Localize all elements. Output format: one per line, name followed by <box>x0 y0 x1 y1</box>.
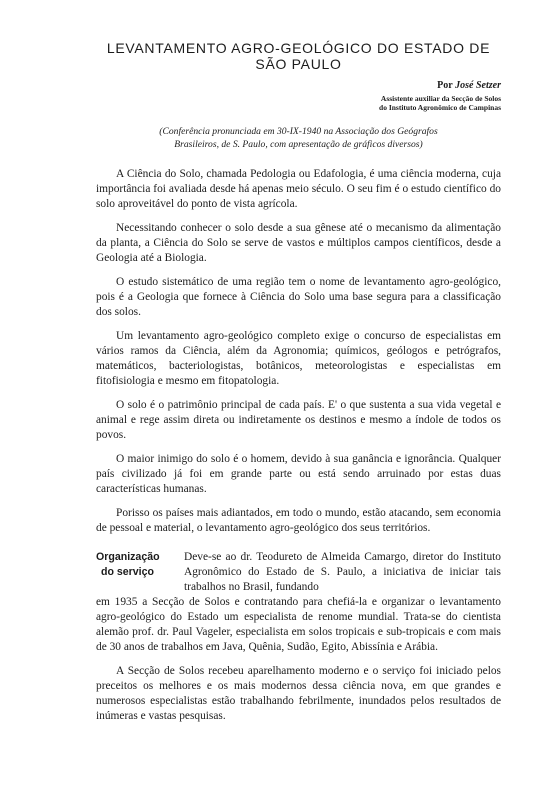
section-organizacao <box>96 550 501 655</box>
body-paragraph: A Ciência do Solo, chamada Pedologia ou Edafologia, é uma ciência moderna, cuja importância foi avaliada desde há apenas meio século. O seu fim é o estudo científico do solo aproveitável do ponto de vista agrícola. <box>96 168 501 210</box>
side-heading-line-2: do serviço <box>101 566 154 578</box>
body-paragraph: Porisso os países mais adiantados, em todo o mundo, estão atacando, sem economia de pessoal e material, o levantamento agro-geológico dos seus territórios. <box>96 507 501 534</box>
body-paragraph: Necessitando conhecer o solo desde a sua gênese até o mecanismo da alimentação da planta, a Ciência do Solo se serve de vastos e múltiplos campos científicos, desde a Geologia até a Biologia. <box>96 222 501 264</box>
section-indented-text: Deve-se ao dr. Teodureto de Almeida Camargo, diretor do Instituto Agronômico do Estado de S. Paulo, a iniciativa de iniciar tais trabalhos no Brasil, fundando <box>184 551 501 593</box>
conference-note <box>96 126 501 151</box>
author-byline <box>96 80 501 92</box>
article-title <box>96 40 501 72</box>
final-paragraph: A Secção de Solos recebeu aparelhamento moderno e o serviço foi iniciado pelos preceitos os melhores e os mais modernos dessa ciência nova, em que grandes e numerosos especialistas estão trabalhando febrilmente, inundados pelos resultados de inúmeras e vastas pesquisas. <box>96 665 501 722</box>
article-body <box>96 167 501 724</box>
section-side-heading <box>96 550 166 580</box>
author-prefix: Por <box>437 80 453 91</box>
affiliation-line-2: do Instituto Agronômico de Campinas <box>379 103 501 112</box>
author-name: José Setzer <box>455 80 501 91</box>
section-continuation-text: em 1935 a Secção de Solos e contratando para chefiá-la e organizar o levantamento agro-geológico do Estado um especialista de renome mundial. Trata-se do cientista alemão prof. dr. Paul Vageler, especialista em solos tropicais e sub-tropicais e com mais de 30 anos de trabalhos em Java, Quênia, Sudão, Egito, Abissínia e Arábia. <box>96 596 501 653</box>
note-line-1: (Conferência pronunciada em 30-IX-1940 na Associação dos Geógrafos <box>159 126 438 137</box>
author-block <box>96 80 501 112</box>
title-line-1: LEVANTAMENTO AGRO-GEOLÓGICO DO ESTADO DE <box>106 40 491 56</box>
body-paragraph: O maior inimigo do solo é o homem, devido à sua ganância e ignorância. Qualquer país civilizado já foi em grande parte ou está sendo arruinado por estas duas características humanas. <box>96 453 501 495</box>
body-paragraph: O estudo sistemático de uma região tem o nome de levantamento agro-geológico, pois é a Geologia que fornece à Ciência do Solo uma base segura para a classificação dos solos. <box>96 276 501 318</box>
note-line-2: Brasileiros, de S. Paulo, com apresentação de gráficos diversos) <box>174 138 423 150</box>
author-affiliation <box>96 94 501 112</box>
affiliation-line-1: Assistente auxiliar da Secção de Solos <box>380 94 501 103</box>
body-paragraph: O solo é o patrimônio principal de cada país. E' o que sustenta a sua vida vegetal e animal e rege assim direta ou indiretamente os destinos e mesmo a índole de todos os povos. <box>96 399 501 441</box>
title-line-2: SÃO PAULO <box>255 56 342 72</box>
side-heading-line-1: Organização <box>96 551 160 563</box>
body-paragraph: Um levantamento agro-geológico completo exige o concurso de especialistas em vários ramos da Ciência, além da Agronomia; químicos, geólogos e petrógrafos, matemáticos, bacteriologistas, botânicos, meteorologistas e especialistas em fitofisiologia e mesmo em fitopatologia. <box>96 330 501 387</box>
